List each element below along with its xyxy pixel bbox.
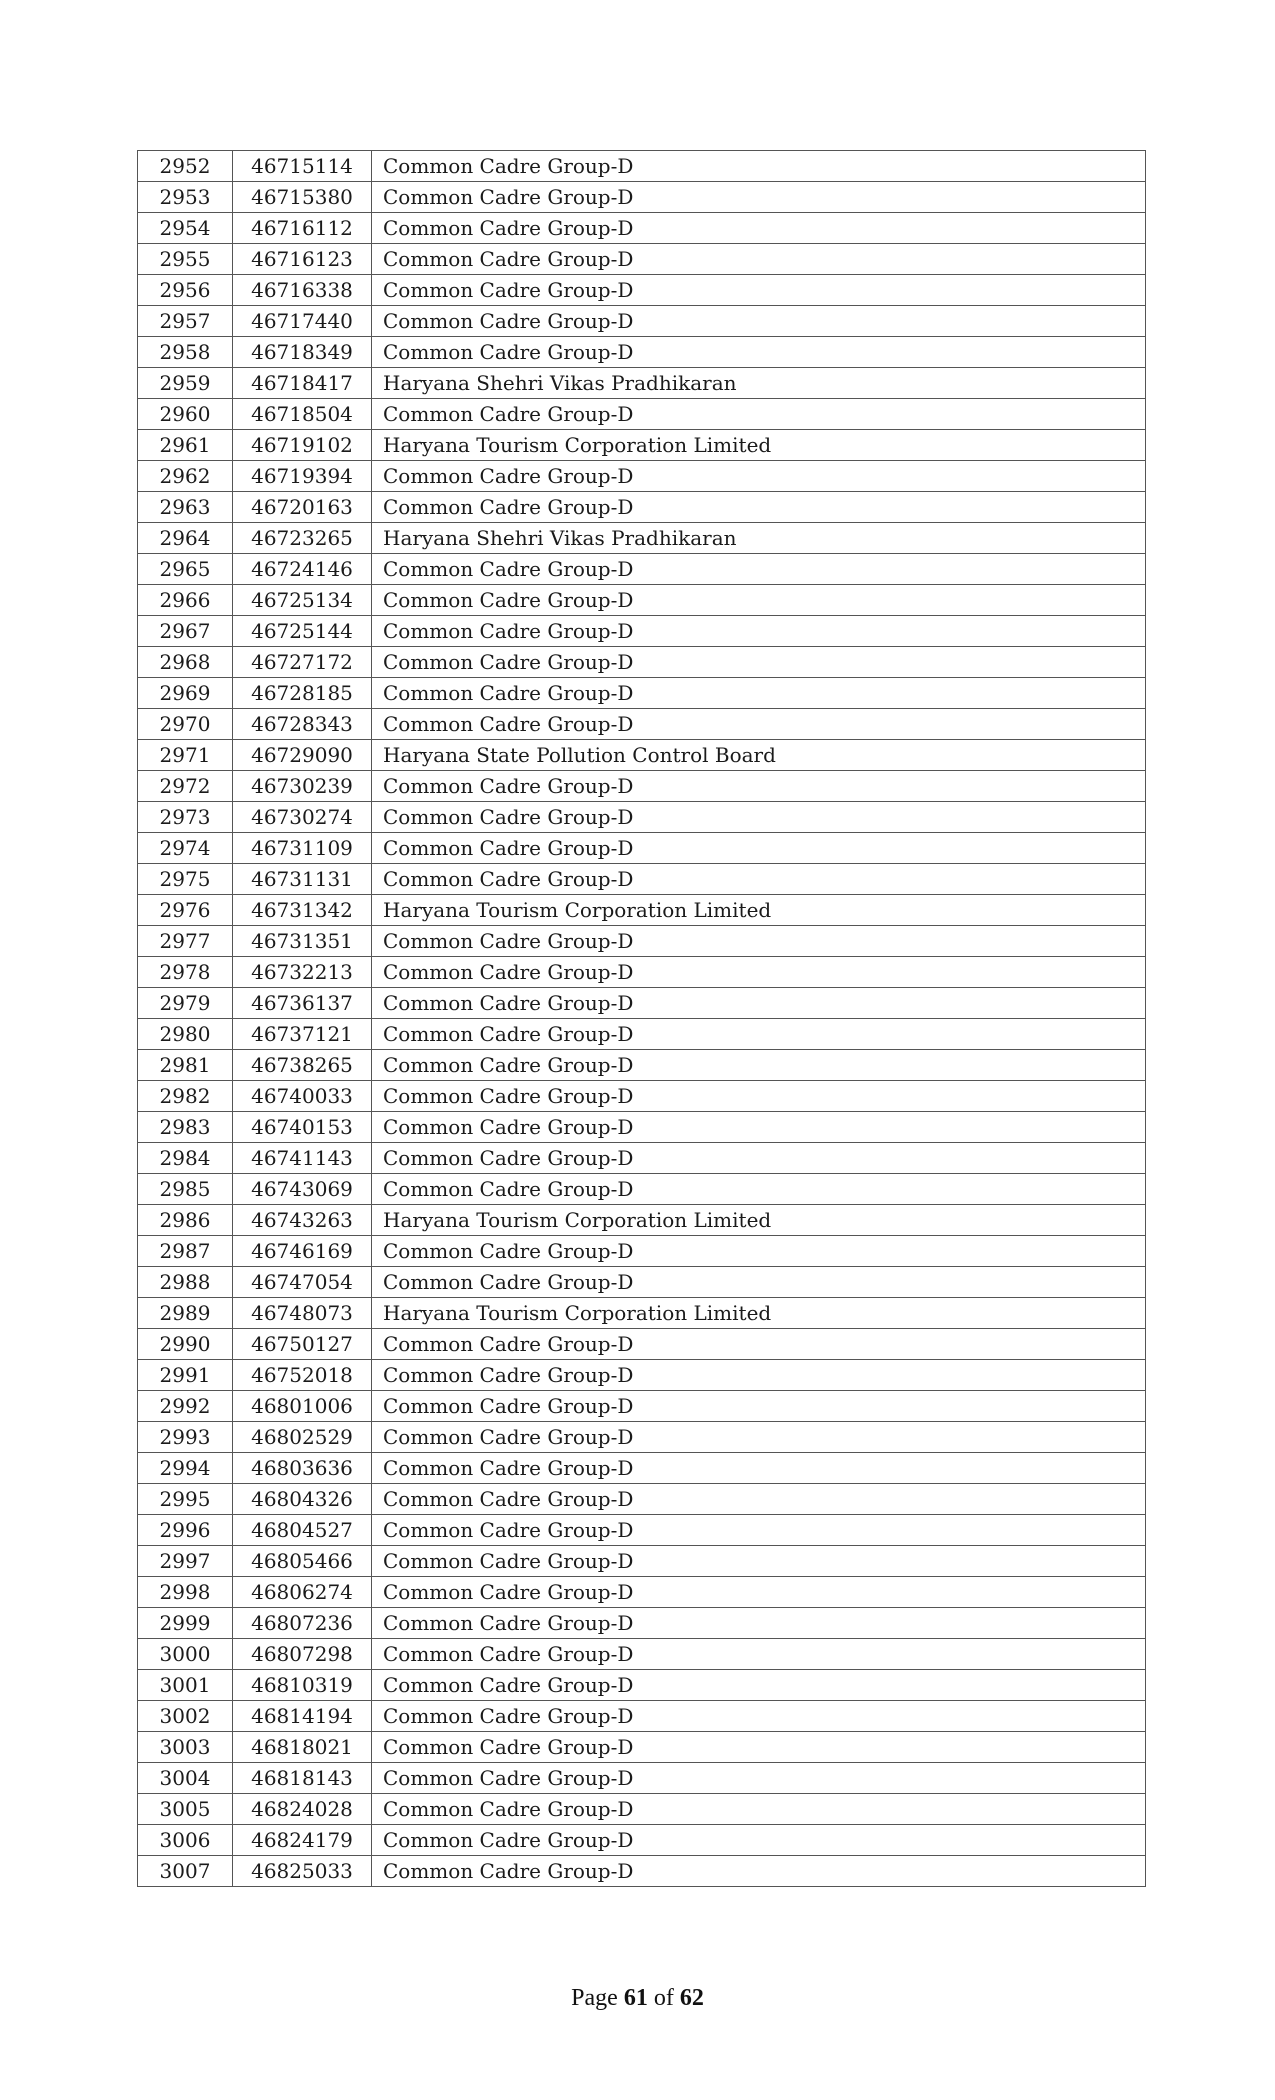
- roll-number-cell: 46740033: [233, 1081, 372, 1112]
- serial-number-cell: 2999: [138, 1608, 233, 1639]
- serial-number-cell: 2990: [138, 1329, 233, 1360]
- serial-number-cell: 3004: [138, 1763, 233, 1794]
- table-row: [138, 833, 1146, 864]
- roll-number-cell: 46731342: [233, 895, 372, 926]
- serial-number-cell: 2969: [138, 678, 233, 709]
- roll-number-cell: 46730274: [233, 802, 372, 833]
- department-cell: Haryana Tourism Corporation Limited: [372, 430, 1146, 461]
- table-row: [138, 1639, 1146, 1670]
- department-cell: Common Cadre Group-D: [372, 1236, 1146, 1267]
- department-cell: Common Cadre Group-D: [372, 244, 1146, 275]
- roll-number-cell: 46804527: [233, 1515, 372, 1546]
- serial-number-cell: 2956: [138, 275, 233, 306]
- roll-number-cell: 46806274: [233, 1577, 372, 1608]
- roll-number-cell: 46729090: [233, 740, 372, 771]
- table-row: [138, 1236, 1146, 1267]
- page-of: of: [653, 1985, 674, 2011]
- department-cell: Common Cadre Group-D: [372, 461, 1146, 492]
- department-cell: Haryana Tourism Corporation Limited: [372, 1205, 1146, 1236]
- department-cell: Common Cadre Group-D: [372, 275, 1146, 306]
- department-cell: Common Cadre Group-D: [372, 1143, 1146, 1174]
- table-row: [138, 1794, 1146, 1825]
- table-row: [138, 1515, 1146, 1546]
- department-cell: Common Cadre Group-D: [372, 1856, 1146, 1887]
- table-row: [138, 616, 1146, 647]
- table-row: [138, 275, 1146, 306]
- table-row: [138, 368, 1146, 399]
- table-row: [138, 647, 1146, 678]
- table-row: [138, 337, 1146, 368]
- table-row: [138, 461, 1146, 492]
- roll-number-cell: 46725144: [233, 616, 372, 647]
- serial-number-cell: 3007: [138, 1856, 233, 1887]
- roll-number-cell: 46731109: [233, 833, 372, 864]
- table-row: [138, 1081, 1146, 1112]
- roll-number-cell: 46731131: [233, 864, 372, 895]
- roll-number-cell: 46718349: [233, 337, 372, 368]
- department-cell: Common Cadre Group-D: [372, 1453, 1146, 1484]
- department-cell: Common Cadre Group-D: [372, 1546, 1146, 1577]
- serial-number-cell: 2959: [138, 368, 233, 399]
- department-cell: Common Cadre Group-D: [372, 1794, 1146, 1825]
- table-row: [138, 1143, 1146, 1174]
- roll-number-cell: 46738265: [233, 1050, 372, 1081]
- department-cell: Common Cadre Group-D: [372, 802, 1146, 833]
- roll-number-cell: 46807298: [233, 1639, 372, 1670]
- serial-number-cell: 2975: [138, 864, 233, 895]
- serial-number-cell: 2976: [138, 895, 233, 926]
- roll-number-cell: 46719102: [233, 430, 372, 461]
- serial-number-cell: 2986: [138, 1205, 233, 1236]
- department-cell: Common Cadre Group-D: [372, 1391, 1146, 1422]
- roll-number-cell: 46728185: [233, 678, 372, 709]
- serial-number-cell: 2953: [138, 182, 233, 213]
- table-row: [138, 430, 1146, 461]
- serial-number-cell: 2979: [138, 988, 233, 1019]
- table-row: [138, 1608, 1146, 1639]
- serial-number-cell: 2971: [138, 740, 233, 771]
- roll-number-cell: 46719394: [233, 461, 372, 492]
- roll-number-cell: 46810319: [233, 1670, 372, 1701]
- department-cell: Common Cadre Group-D: [372, 213, 1146, 244]
- department-cell: Common Cadre Group-D: [372, 151, 1146, 182]
- serial-number-cell: 2993: [138, 1422, 233, 1453]
- serial-number-cell: 2977: [138, 926, 233, 957]
- serial-number-cell: 2988: [138, 1267, 233, 1298]
- roll-number-cell: 46805466: [233, 1546, 372, 1577]
- serial-number-cell: 2972: [138, 771, 233, 802]
- table-row: [138, 678, 1146, 709]
- table-row: [138, 957, 1146, 988]
- roll-number-cell: 46824028: [233, 1794, 372, 1825]
- roll-number-cell: 46718504: [233, 399, 372, 430]
- roll-number-cell: 46718417: [233, 368, 372, 399]
- serial-number-cell: 2973: [138, 802, 233, 833]
- table-row: [138, 802, 1146, 833]
- serial-number-cell: 3006: [138, 1825, 233, 1856]
- department-cell: Haryana Tourism Corporation Limited: [372, 895, 1146, 926]
- roll-number-cell: 46732213: [233, 957, 372, 988]
- roll-number-cell: 46814194: [233, 1701, 372, 1732]
- serial-number-cell: 2995: [138, 1484, 233, 1515]
- roll-number-cell: 46804326: [233, 1484, 372, 1515]
- department-cell: Common Cadre Group-D: [372, 1174, 1146, 1205]
- serial-number-cell: 2997: [138, 1546, 233, 1577]
- roll-number-cell: 46737121: [233, 1019, 372, 1050]
- serial-number-cell: 2983: [138, 1112, 233, 1143]
- department-cell: Common Cadre Group-D: [372, 337, 1146, 368]
- department-cell: Common Cadre Group-D: [372, 771, 1146, 802]
- table-row: [138, 926, 1146, 957]
- page-footer: [0, 1985, 1275, 2012]
- table-row: [138, 1453, 1146, 1484]
- serial-number-cell: 3005: [138, 1794, 233, 1825]
- table-row: [138, 1205, 1146, 1236]
- serial-number-cell: 3002: [138, 1701, 233, 1732]
- table-row: [138, 1050, 1146, 1081]
- roll-number-cell: 46807236: [233, 1608, 372, 1639]
- department-cell: Common Cadre Group-D: [372, 399, 1146, 430]
- roll-number-cell: 46801006: [233, 1391, 372, 1422]
- table-row: [138, 1577, 1146, 1608]
- table-row: [138, 399, 1146, 430]
- department-cell: Haryana Tourism Corporation Limited: [372, 1298, 1146, 1329]
- department-cell: Common Cadre Group-D: [372, 306, 1146, 337]
- roll-number-cell: 46750127: [233, 1329, 372, 1360]
- table-row: [138, 1391, 1146, 1422]
- serial-number-cell: 2962: [138, 461, 233, 492]
- roll-number-cell: 46716338: [233, 275, 372, 306]
- roll-number-cell: 46716123: [233, 244, 372, 275]
- department-cell: Common Cadre Group-D: [372, 988, 1146, 1019]
- table-row: [138, 988, 1146, 1019]
- serial-number-cell: 2987: [138, 1236, 233, 1267]
- serial-number-cell: 2989: [138, 1298, 233, 1329]
- page-current: 61: [623, 1985, 648, 2011]
- roll-number-cell: 46716112: [233, 213, 372, 244]
- roll-number-cell: 46743263: [233, 1205, 372, 1236]
- table-row: [138, 709, 1146, 740]
- serial-number-cell: 2968: [138, 647, 233, 678]
- serial-number-cell: 2957: [138, 306, 233, 337]
- serial-number-cell: 3000: [138, 1639, 233, 1670]
- table-row: [138, 523, 1146, 554]
- department-cell: Common Cadre Group-D: [372, 616, 1146, 647]
- serial-number-cell: 2982: [138, 1081, 233, 1112]
- department-cell: Common Cadre Group-D: [372, 554, 1146, 585]
- table-row: [138, 1546, 1146, 1577]
- serial-number-cell: 2960: [138, 399, 233, 430]
- roll-number-cell: 46802529: [233, 1422, 372, 1453]
- serial-number-cell: 2958: [138, 337, 233, 368]
- roll-number-cell: 46723265: [233, 523, 372, 554]
- serial-number-cell: 2974: [138, 833, 233, 864]
- serial-number-cell: 2994: [138, 1453, 233, 1484]
- table-row: [138, 306, 1146, 337]
- department-cell: Common Cadre Group-D: [372, 1112, 1146, 1143]
- table-row: [138, 1112, 1146, 1143]
- serial-number-cell: 2985: [138, 1174, 233, 1205]
- table-row: [138, 1360, 1146, 1391]
- roll-number-cell: 46731351: [233, 926, 372, 957]
- department-cell: Common Cadre Group-D: [372, 1081, 1146, 1112]
- department-cell: Common Cadre Group-D: [372, 1360, 1146, 1391]
- department-cell: Common Cadre Group-D: [372, 1701, 1146, 1732]
- table-row: [138, 1174, 1146, 1205]
- serial-number-cell: 3001: [138, 1670, 233, 1701]
- roll-number-cell: 46825033: [233, 1856, 372, 1887]
- table-row: [138, 1732, 1146, 1763]
- department-cell: Common Cadre Group-D: [372, 585, 1146, 616]
- roll-number-cell: 46741143: [233, 1143, 372, 1174]
- table-row: [138, 895, 1146, 926]
- department-cell: Common Cadre Group-D: [372, 1670, 1146, 1701]
- roll-number-cell: 46740153: [233, 1112, 372, 1143]
- table-row: [138, 151, 1146, 182]
- department-cell: Common Cadre Group-D: [372, 1019, 1146, 1050]
- department-cell: Common Cadre Group-D: [372, 182, 1146, 213]
- table-row: [138, 554, 1146, 585]
- roll-number-cell: 46728343: [233, 709, 372, 740]
- department-cell: Common Cadre Group-D: [372, 1732, 1146, 1763]
- department-cell: Haryana State Pollution Control Board: [372, 740, 1146, 771]
- department-cell: Common Cadre Group-D: [372, 926, 1146, 957]
- serial-number-cell: 2963: [138, 492, 233, 523]
- department-cell: Common Cadre Group-D: [372, 647, 1146, 678]
- roll-number-cell: 46736137: [233, 988, 372, 1019]
- table-row: [138, 1019, 1146, 1050]
- department-cell: Common Cadre Group-D: [372, 1422, 1146, 1453]
- roll-number-cell: 46748073: [233, 1298, 372, 1329]
- roll-number-cell: 46747054: [233, 1267, 372, 1298]
- serial-number-cell: 2961: [138, 430, 233, 461]
- table-row: [138, 585, 1146, 616]
- table-row: [138, 1267, 1146, 1298]
- serial-number-cell: 2952: [138, 151, 233, 182]
- department-cell: Common Cadre Group-D: [372, 1050, 1146, 1081]
- roll-number-cell: 46818143: [233, 1763, 372, 1794]
- department-cell: Common Cadre Group-D: [372, 678, 1146, 709]
- department-cell: Common Cadre Group-D: [372, 1484, 1146, 1515]
- department-cell: Common Cadre Group-D: [372, 1763, 1146, 1794]
- serial-number-cell: 2992: [138, 1391, 233, 1422]
- table-row: [138, 1825, 1146, 1856]
- table-row: [138, 244, 1146, 275]
- table-row: [138, 1670, 1146, 1701]
- department-cell: Common Cadre Group-D: [372, 833, 1146, 864]
- serial-number-cell: 2984: [138, 1143, 233, 1174]
- serial-number-cell: 2966: [138, 585, 233, 616]
- department-cell: Common Cadre Group-D: [372, 1515, 1146, 1546]
- department-cell: Common Cadre Group-D: [372, 1825, 1146, 1856]
- serial-number-cell: 2965: [138, 554, 233, 585]
- table-row: [138, 492, 1146, 523]
- roll-number-cell: 46752018: [233, 1360, 372, 1391]
- serial-number-cell: 2970: [138, 709, 233, 740]
- serial-number-cell: 2991: [138, 1360, 233, 1391]
- table-row: [138, 1856, 1146, 1887]
- serial-number-cell: 2954: [138, 213, 233, 244]
- table-row: [138, 740, 1146, 771]
- roll-number-cell: 46725134: [233, 585, 372, 616]
- roll-number-cell: 46730239: [233, 771, 372, 802]
- department-cell: Common Cadre Group-D: [372, 864, 1146, 895]
- roll-number-cell: 46727172: [233, 647, 372, 678]
- table-row: [138, 771, 1146, 802]
- roll-number-cell: 46720163: [233, 492, 372, 523]
- page-label: Page: [571, 1985, 618, 2011]
- department-cell: Common Cadre Group-D: [372, 1267, 1146, 1298]
- department-cell: Common Cadre Group-D: [372, 957, 1146, 988]
- page-total: 62: [679, 1985, 704, 2011]
- department-cell: Haryana Shehri Vikas Pradhikaran: [372, 368, 1146, 399]
- table-row: [138, 182, 1146, 213]
- table-row: [138, 213, 1146, 244]
- serial-number-cell: 2955: [138, 244, 233, 275]
- roll-number-cell: 46746169: [233, 1236, 372, 1267]
- serial-number-cell: 2978: [138, 957, 233, 988]
- department-cell: Haryana Shehri Vikas Pradhikaran: [372, 523, 1146, 554]
- table-row: [138, 864, 1146, 895]
- roll-number-cell: 46743069: [233, 1174, 372, 1205]
- results-table: [137, 150, 1146, 1887]
- department-cell: Common Cadre Group-D: [372, 709, 1146, 740]
- roll-number-cell: 46803636: [233, 1453, 372, 1484]
- table-row: [138, 1422, 1146, 1453]
- roll-number-cell: 46724146: [233, 554, 372, 585]
- serial-number-cell: 2981: [138, 1050, 233, 1081]
- table-row: [138, 1701, 1146, 1732]
- department-cell: Common Cadre Group-D: [372, 1608, 1146, 1639]
- roll-number-cell: 46818021: [233, 1732, 372, 1763]
- department-cell: Common Cadre Group-D: [372, 492, 1146, 523]
- table-row: [138, 1763, 1146, 1794]
- serial-number-cell: 2967: [138, 616, 233, 647]
- roll-number-cell: 46717440: [233, 306, 372, 337]
- table-row: [138, 1329, 1146, 1360]
- table-row: [138, 1298, 1146, 1329]
- serial-number-cell: 2996: [138, 1515, 233, 1546]
- results-table-body: [138, 151, 1146, 1887]
- serial-number-cell: 3003: [138, 1732, 233, 1763]
- serial-number-cell: 2980: [138, 1019, 233, 1050]
- roll-number-cell: 46715380: [233, 182, 372, 213]
- department-cell: Common Cadre Group-D: [372, 1329, 1146, 1360]
- serial-number-cell: 2964: [138, 523, 233, 554]
- table-row: [138, 1484, 1146, 1515]
- department-cell: Common Cadre Group-D: [372, 1577, 1146, 1608]
- department-cell: Common Cadre Group-D: [372, 1639, 1146, 1670]
- roll-number-cell: 46715114: [233, 151, 372, 182]
- roll-number-cell: 46824179: [233, 1825, 372, 1856]
- serial-number-cell: 2998: [138, 1577, 233, 1608]
